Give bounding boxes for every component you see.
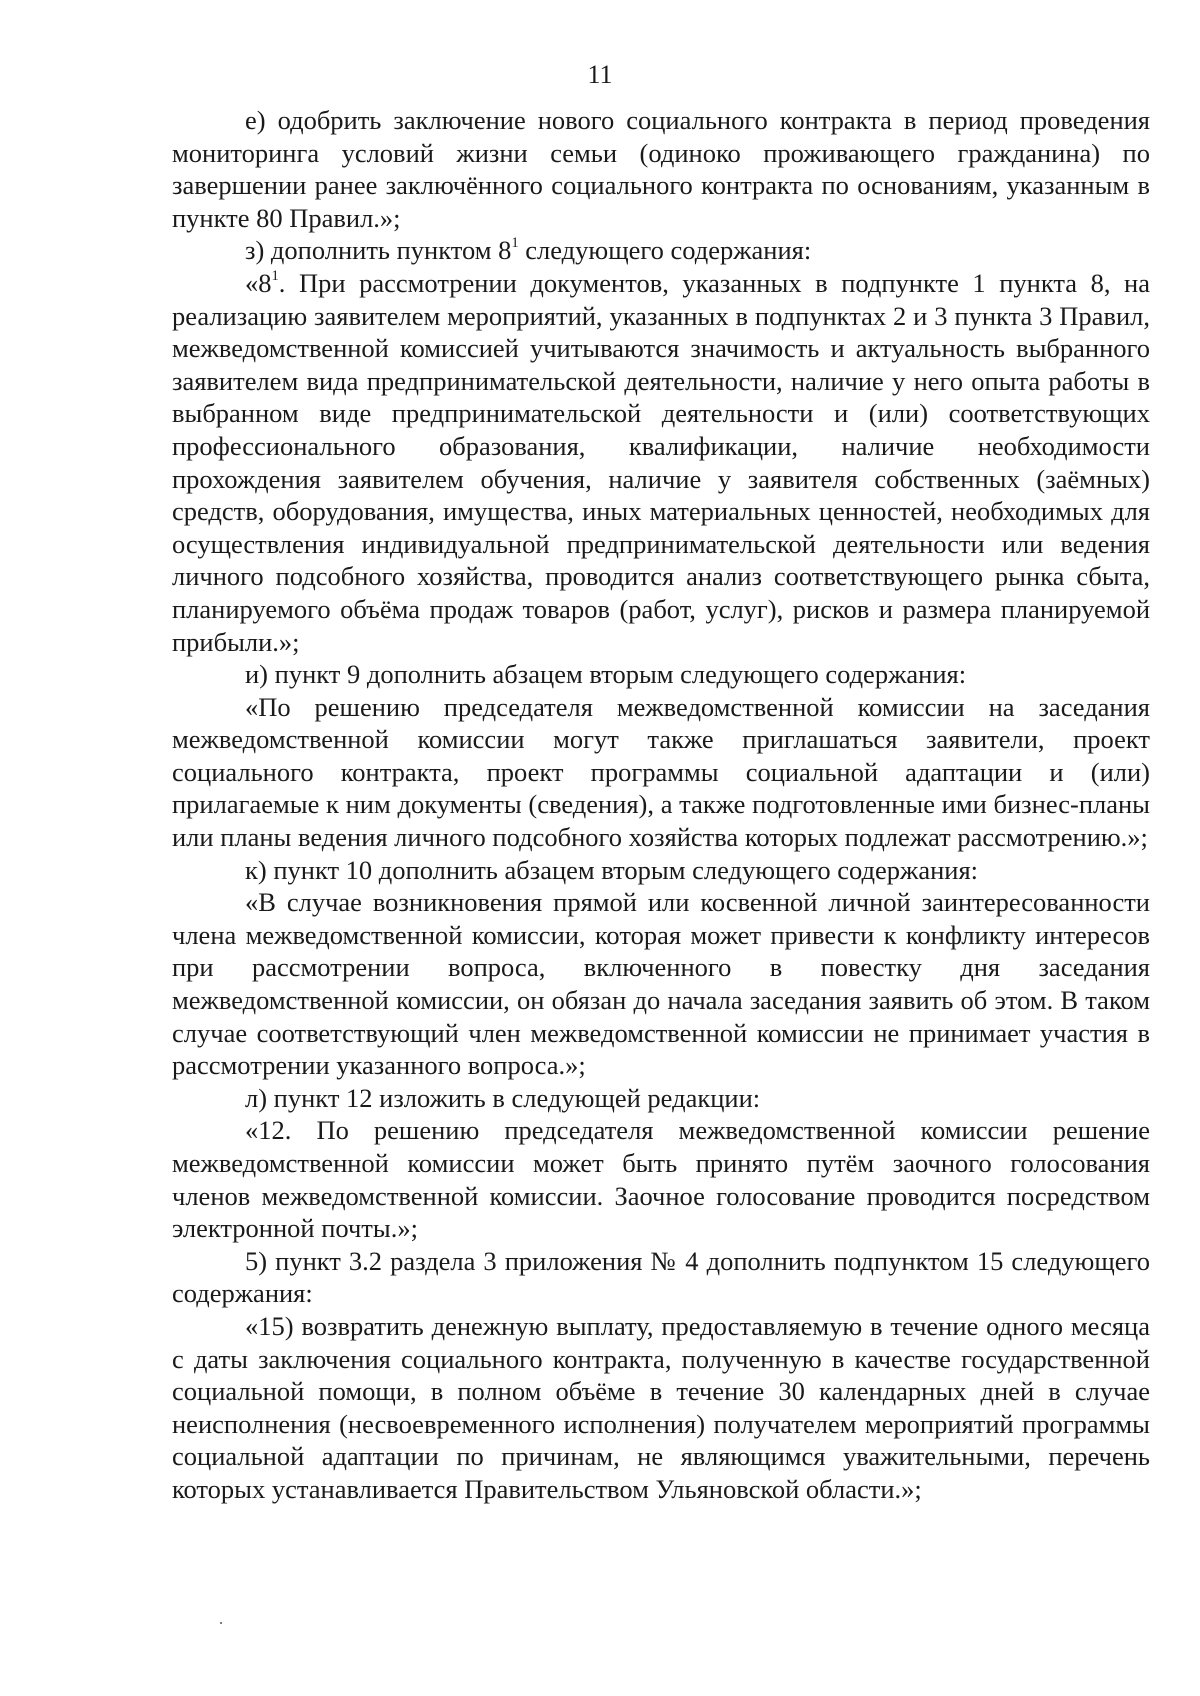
- paragraph-text-after: следующего содержания:: [518, 235, 812, 266]
- paragraph-i: [172, 658, 1150, 691]
- paragraph-e: [172, 104, 1150, 234]
- paragraph-l: [172, 1082, 1150, 1115]
- paragraph-text: и) пункт 9 дополнить абзацем вторым следующего содержания:: [245, 659, 967, 690]
- paragraph-15-quote: [172, 1310, 1150, 1506]
- paragraph-k: [172, 854, 1150, 887]
- paragraph-5: [172, 1245, 1150, 1310]
- paragraph-text: 5) пункт 3.2 раздела 3 приложения № 4 дополнить подпунктом 15 следующего содержания:: [172, 1245, 1150, 1309]
- paragraph-text: е) одобрить заключение нового социального контракта в период проведения мониторинга условий жизни семьи (одиноко проживающего гражданина) по завершении ранее заключённого социального контракта по основаниям, указанным в пункте 80 Правил.»;: [172, 105, 1150, 233]
- paragraph-text: з) дополнить пунктом 8: [245, 235, 512, 266]
- paragraph-text: л) пункт 12 изложить в следующей редакции:: [245, 1082, 761, 1113]
- superscript: 1: [511, 235, 519, 252]
- paragraph-text: «8: [245, 267, 272, 298]
- paragraph-text: к) пункт 10 дополнить абзацем вторым следующего содержания:: [245, 854, 978, 885]
- page-number: 11: [587, 60, 613, 89]
- paragraph-z: [172, 234, 1150, 267]
- paragraph-text: «15) возвратить денежную выплату, предоставляемую в течение одного месяца с даты заключения социального контракта, полученную в качестве государственной социальной помощи, в полном объёме в течение 30 календарных дней в случае неисполнения (несвоевременного исполнения) получателем мероприятий программы социальной адаптации по причинам, не являющимся уважительными, перечень которых устанавливается Правительством Ульяновской области.»;: [172, 1310, 1150, 1504]
- paragraph-text: «По решению председателя межведомственной комиссии на заседания межведомственной комиссии могут также приглашаться заявители, проект социального контракта, проект программы социальной адаптации и (или) прилагаемые к ним документы (сведения), а также подготовленные ими бизнес-планы или планы ведения личного подсобного хозяйства которых подлежат рассмотрению.»;: [172, 691, 1150, 853]
- paragraph-text-after: . При рассмотрении документов, указанных в подпункте 1 пункта 8, на реализацию заявителем мероприятий, указанных в подпунктах 2 и 3 пункта 3 Правил, межведомственной комиссией учитываются значимость и актуальность выбранного заявителем вида предпринимательской деятельности, наличие у него опыта работы в выбранном виде предпринимательской деятельности и (или) соответствующих профессионального образования, квалификации, наличие необходимости прохождения заявителем обучения, наличие у заявителя собственных (заёмных) средств, оборудования, имущества, иных материальных ценностей, необходимых для осуществления индивидуальной предпринимательской деятельности или ведения личного подсобного хозяйства, проводится анализ соответствующего рынка сбыта, планируемого объёма продаж товаров (работ, услуг), рисков и размера планируемой прибыли.»;: [172, 267, 1150, 657]
- paragraph-i-quote: [172, 691, 1150, 854]
- paragraph-text: «В случае возникновения прямой или косвенной личной заинтересованности члена межведомственной комиссии, которая может привести к конфликту интересов при рассмотрении вопроса, включенного в повестку дня заседания межведомственной комиссии, он обязан до начала заседания заявить об этом. В таком случае соответствующий член межведомственной комиссии не принимает участия в рассмотрении указанного вопроса.»;: [172, 887, 1150, 1081]
- paragraph-l-quote: [172, 1114, 1150, 1244]
- paragraph-text: «12. По решению председателя межведомственной комиссии решение межведомственной комиссии может быть принято путём заочного голосования членов межведомственной комиссии. Заочное голосование проводится посредством электронной почты.»;: [172, 1115, 1150, 1244]
- scan-speck: [220, 1622, 222, 1624]
- document-body: [172, 104, 1150, 1506]
- paragraph-k-quote: [172, 886, 1150, 1082]
- superscript: 1: [271, 267, 279, 284]
- paragraph-8-1: [172, 267, 1150, 658]
